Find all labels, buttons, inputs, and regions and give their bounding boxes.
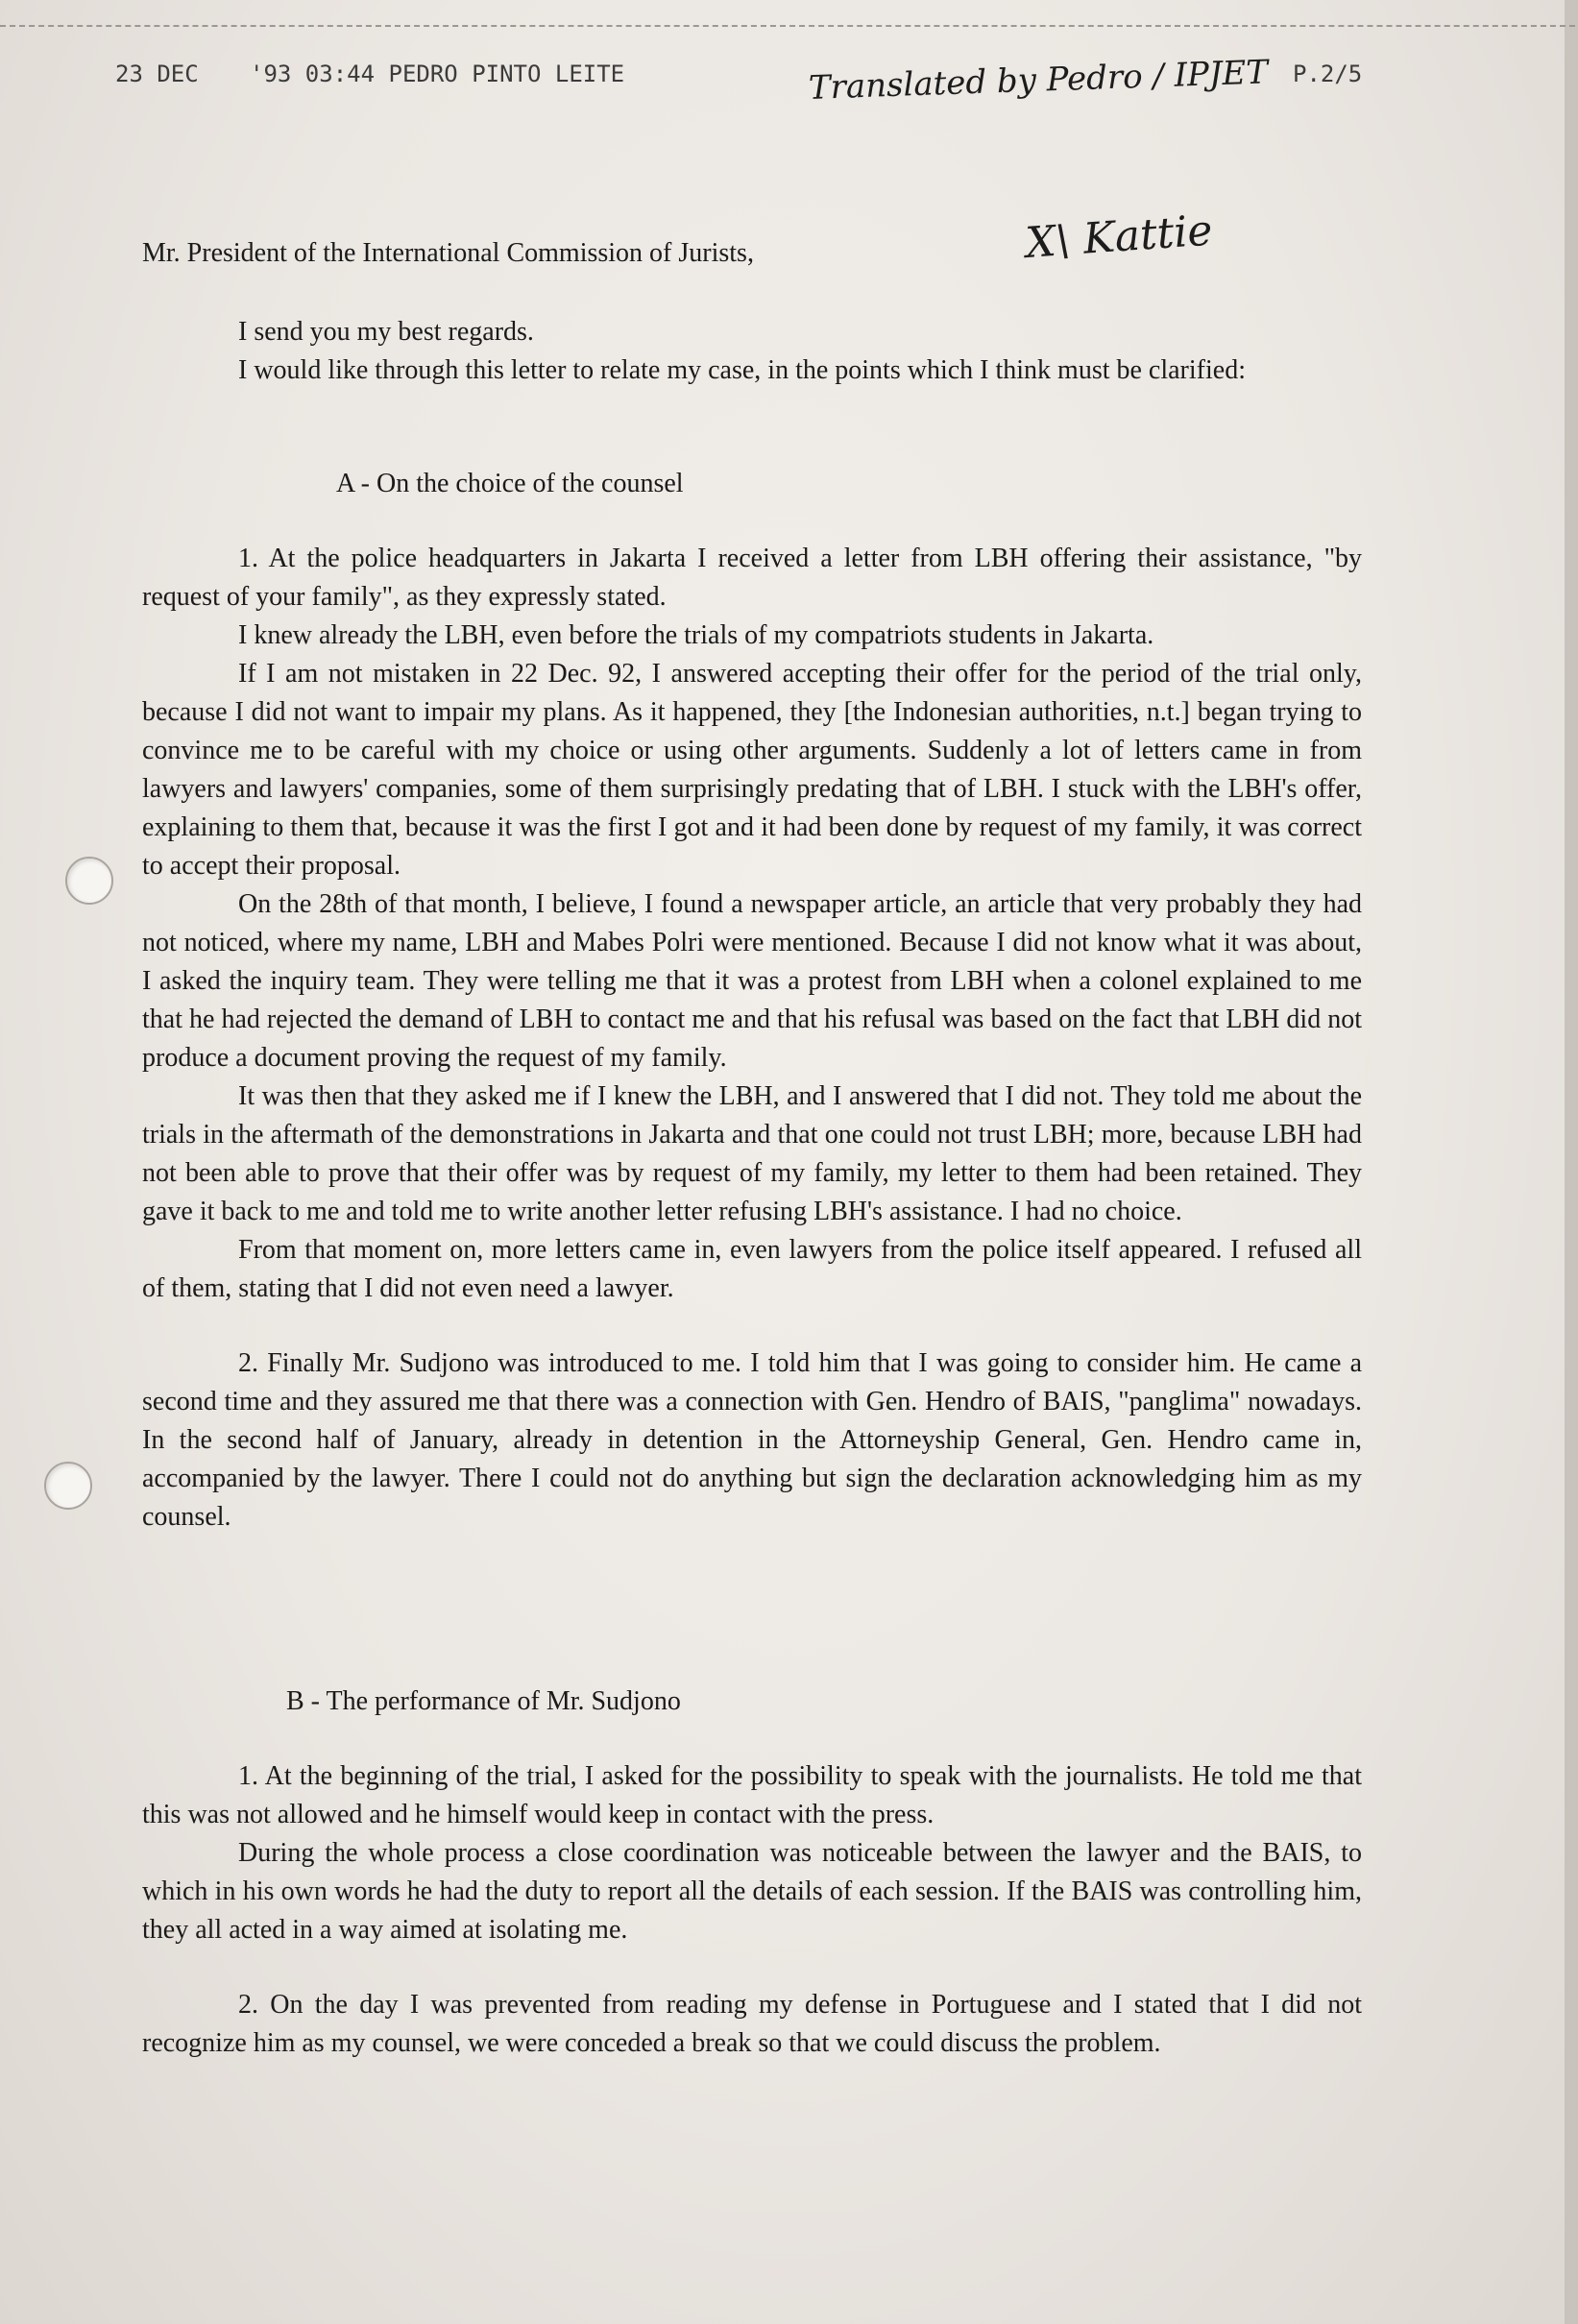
section-a-paragraph: If I am not mistaken in 22 Dec. 92, I answered accepting their offer for the period of the trial only, because I did not want to impair my plans. As it happened, they [the Indonesian authorities, n.t.] began trying to convince me to be careful with my choice or using other arguments. Suddenly a lot of letters came in from lawyers and lawyers' companies, some of them surprisingly predating that of LBH. I stuck with the LBH's offer, explaining to them that, because it was the first I got and it had been done by request of my family, it was correct to accept their proposal.	[142, 659, 1362, 881]
punch-hole	[65, 857, 113, 905]
section-a-heading: A - On the choice of the counsel	[336, 469, 684, 498]
intro-paragraph: I would like through this letter to relate my case, in the points which I think must be clarified:	[238, 355, 1246, 385]
section-a-paragraph: It was then that they asked me if I knew the LBH, and I answered that I did not. They told me about the trials in the aftermath of the demonstrations in Jakarta and that one could not trust LBH; more, because LBH had not been able to prove that their offer was by request of my family, my letter to them had been retained. They gave it back to me and told me to write another letter refusing LBH's assistance. I had no choice.	[142, 1081, 1362, 1226]
fax-sender-timestamp: '93 03:44 PEDRO PINTO LEITE	[250, 61, 625, 87]
section-b-paragraph: During the whole process a close coordination was noticeable between the lawyer and the BAIS, to which in his own words he had the duty to report all the details of each session. If the BAIS was controlling him, they all acted in a way aimed at isolating me.	[142, 1838, 1362, 1945]
section-a-paragraph: On the 28th of that month, I believe, I found a newspaper article, an article that very probably they had not noticed, where my name, LBH and Mabes Polri were mentioned. Because I did not know what it was about, I asked the inquiry team. They were telling me that it was a protest from LBH when a colonel explained to me that he had rejected the demand of LBH to contact me and that his refusal was based on the fact that LBH did not produce a document proving the request of my family.	[142, 889, 1362, 1073]
section-a-paragraph: 1. At the police headquarters in Jakarta I received a letter from LBH offering their assistance, "by request of your family", as they expressly stated.	[142, 544, 1362, 612]
section-a-paragraph: 2. Finally Mr. Sudjono was introduced to me. I told him that I was going to consider him. He came a second time and they assured me that there was a connection with Gen. Hendro of BAIS, "panglima" nowadays. In the second half of January, already in detention in the Attorneyship General, Gen. Hendro came in, accompanied by the lawyer. There I could not do anything but sign the declaration acknowledging him as my counsel.	[142, 1348, 1362, 1532]
fax-perforation-line	[0, 25, 1575, 27]
fax-page-number: P.2/5	[1293, 61, 1363, 87]
section-a	[142, 465, 1362, 1537]
section-b	[142, 1682, 1362, 2063]
section-a-paragraph: I knew already the LBH, even before the trials of my compatriots students in Jakarta.	[238, 620, 1154, 650]
punch-hole	[44, 1462, 92, 1510]
salutation: Mr. President of the International Commission of Jurists,	[142, 238, 754, 268]
corner-handwritten-mark: X\ Kattie	[1024, 206, 1215, 268]
section-b-heading: B - The performance of Mr. Sudjono	[286, 1686, 681, 1716]
intro-block	[142, 313, 1362, 390]
section-b-paragraph: 1. At the beginning of the trial, I asked for the possibility to speak with the journalists. He told me that this was not allowed and he himself would keep in contact with the press.	[142, 1761, 1362, 1829]
page-edge	[1565, 0, 1578, 2324]
greeting-line: I send you my best regards.	[238, 317, 534, 347]
salutation-block	[142, 234, 1362, 273]
section-b-paragraph: 2. On the day I was prevented from reading my defense in Portuguese and I stated that I did not recognize him as my counsel, we were conceded a break so that we could discuss the problem.	[142, 1990, 1362, 2058]
translator-handwritten-note: Translated by Pedro / IPJET	[808, 53, 1269, 108]
fax-date: 23 DEC	[115, 61, 199, 87]
section-a-paragraph: From that moment on, more letters came in, even lawyers from the police itself appeared. I refused all of them, stating that I did not even need a lawyer.	[142, 1235, 1362, 1303]
